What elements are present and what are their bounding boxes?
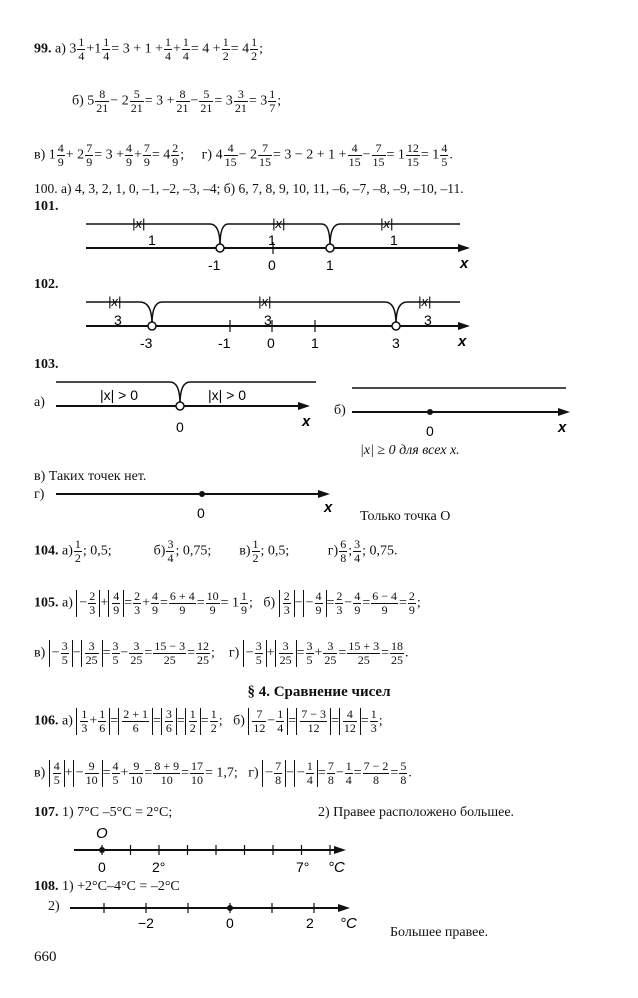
abs-x-ge0-caption: |x| ≥ 0 для всех x. [360,443,460,458]
abs-x-label: |x| [380,216,394,231]
problem-103v: в) Таких точек нет. [34,469,147,484]
thermometer-line-107 [60,822,380,882]
tick-label: 0 [226,915,234,931]
thermometer-line-108 [70,894,380,942]
problem-105v: в) − $\frac{3}{5}$ − $\frac{3}{25}$ = $\frac{3}{5}$ − $\frac{3}{25}$ = $\frac{15 - 3}{25}$ = $\frac{12}{25}$ ; г) − $\frac{3}{5}$ + $\frac{3}{25}$ = $\frac{3}{5}$ + $\frac{3}{25}$ = $\frac{15 + 3}{25}$ = $\frac{18}{25}$ . [34,639,409,667]
tick-label: 0 [426,423,434,438]
tick-label: 3 [424,312,432,328]
tick-label: 0 [197,505,205,521]
problem-99vg: в) 1 $\frac{4}{9}$ + 2 $\frac{7}{9}$ = 3 + $\frac{4}{9}$ + $\frac{7}{9}$ = 4 $\frac{2}{9}$ ; г) 4 $\frac{4}{15}$ − 2 $\frac{7}{15}$ = 3 − 2 + 1 + $\frac{4}{15}$ − $\frac{7}{15}$ = 1 $\frac{12}{15}$ = 1 $\frac{4}{5}$ . [34,141,453,169]
tick-label: 7° [296,859,310,875]
tick-label: 2 [306,915,314,931]
problem-105a: 105. а) − $\frac{2}{3}$ + $\frac{4}{9}$ = $\frac{2}{3}$ + $\frac{4}{9}$ = $\frac{6 + 4}{9}$ = $\frac{10}{9}$ = 1 $\frac{1}{9}$ ; б) $\frac{2}{3}$ − − $\frac{4}{9}$ = $\frac{2}{3}$ − $\frac{4}{9}$ = $\frac{6 - 4}{9}$ = $\frac{2}{9}$ ; [34,589,421,617]
abs-x-label: |x| [108,294,122,309]
tick-label: 0 [267,335,275,351]
tick-label: −2 [138,915,154,931]
tick-label: 0 [176,419,184,435]
problem-number: 99. [34,41,52,57]
number-line-102 [60,290,480,360]
tick-label: 1 [148,232,156,248]
tick-label: 1 [311,335,319,351]
tick-label: -3 [140,335,153,351]
unit-label: °C [328,859,345,876]
axis-label: x [324,499,333,516]
abs-x-label: |x| [272,216,286,231]
label-g: г) [34,487,45,502]
number-line-103g [56,482,346,524]
problem-108-answer: Большее правее. [390,925,489,940]
problem-102-number: 102. [34,277,59,292]
problem-108: 108. 1) +2°C–4°C = –2°C [34,879,180,894]
number-line-103b [352,378,582,438]
tick-label: 0 [268,257,276,273]
abs-x-label: |x| [258,294,272,309]
abs-x-label: |x| [418,294,432,309]
label-b: б) [334,403,346,418]
tick-label: 2° [152,859,166,875]
origin-label: O [96,825,108,842]
problem-107-part2: 2) Правее расположено большее. [318,805,515,820]
abs-x-gt0-label: |x| > 0 [100,387,139,403]
label-a: а) [34,395,45,410]
tick-label: -1 [218,335,231,351]
number-line-101 [60,212,480,282]
axis-label: x [458,333,467,350]
tick-label: 3 [114,312,122,328]
problem-107: 107. 1) 7°C –5°C = 2°C; [34,805,173,820]
tick-label: 1 [390,232,398,248]
tick-label: -1 [208,257,221,273]
problem-101-number: 101. [34,199,59,214]
label-two: 2) [48,899,60,914]
problem-103-number: 103. [34,357,59,372]
abs-x-label: |x| [132,216,146,231]
abs-x-gt0-label: |x| > 0 [208,387,247,403]
axis-label: x [460,255,469,272]
section-heading: § 4. Сравнение чисел [247,684,391,700]
problem-99a: 99. а) 3 $\frac{1}{4}$ +1 $\frac{1}{4}$ = 3 + 1 + $\frac{1}{4}$ + $\frac{1}{4}$ = 4 + $\frac{1}{2}$ = 4 $\frac{1}{2}$ ; [34,35,263,63]
page-number: 660 [34,949,57,965]
tick-label: 1 [268,232,276,248]
axis-label: x [302,413,311,430]
number-line-103a [56,370,326,438]
only-point-o: Только точка O [360,509,451,524]
problem-104: 104. а) $\frac{1}{2}$ ; 0,5; б) $\frac{3}{4}$ ; 0,75; в) $\frac{1}{2}$ ; 0,5; г) $\frac{6}{8}$ ; $\frac{3}{4}$ ; 0,75. [34,537,398,565]
problem-106v: в) $\frac{4}{5}$ + − $\frac{9}{10}$ = $\frac{4}{5}$ + $\frac{9}{10}$ = $\frac{8 + 9}{10}$ = $\frac{17}{10}$ = 1,7; г) − $\frac{7}{8}$ − − $\frac{1}{4}$ = $\frac{7}{8}$ − $\frac{1}{4}$ = $\frac{7 - 2}{8}$ = $\frac{5}{8}$ . [34,759,412,787]
tick-label: 3 [392,335,400,351]
problem-100: 100. а) 4, 3, 2, 1, 0, –1, –2, –3, –4; б) 6, 7, 8, 9, 10, 11, –6, –7, –8, –9, –10, –11. [34,181,464,196]
problem-99b: б) 5 $\frac{8}{21}$ − 2 $\frac{5}{21}$ = 3 + $\frac{8}{21}$ − $\frac{5}{21}$ = 3 $\frac{3}{21}$ = 3 $\frac{1}{7}$ ; [72,87,282,115]
unit-label: °C [340,915,357,932]
tick-label: 1 [326,257,334,273]
problem-106a: 106. а) $\frac{1}{3}$ + $\frac{1}{6}$ = $\frac{2 + 1}{6}$ = $\frac{3}{6}$ = $\frac{1}{2}$ = $\frac{1}{2}$ ; б) $\frac{7}{12}$ − $\frac{1}{4}$ = $\frac{7 - 3}{12}$ = $\frac{4}{12}$ = $\frac{1}{3}$ ; [34,707,383,735]
axis-label: x [558,419,567,436]
tick-label: 3 [264,312,272,328]
tick-label: 0 [98,859,106,875]
